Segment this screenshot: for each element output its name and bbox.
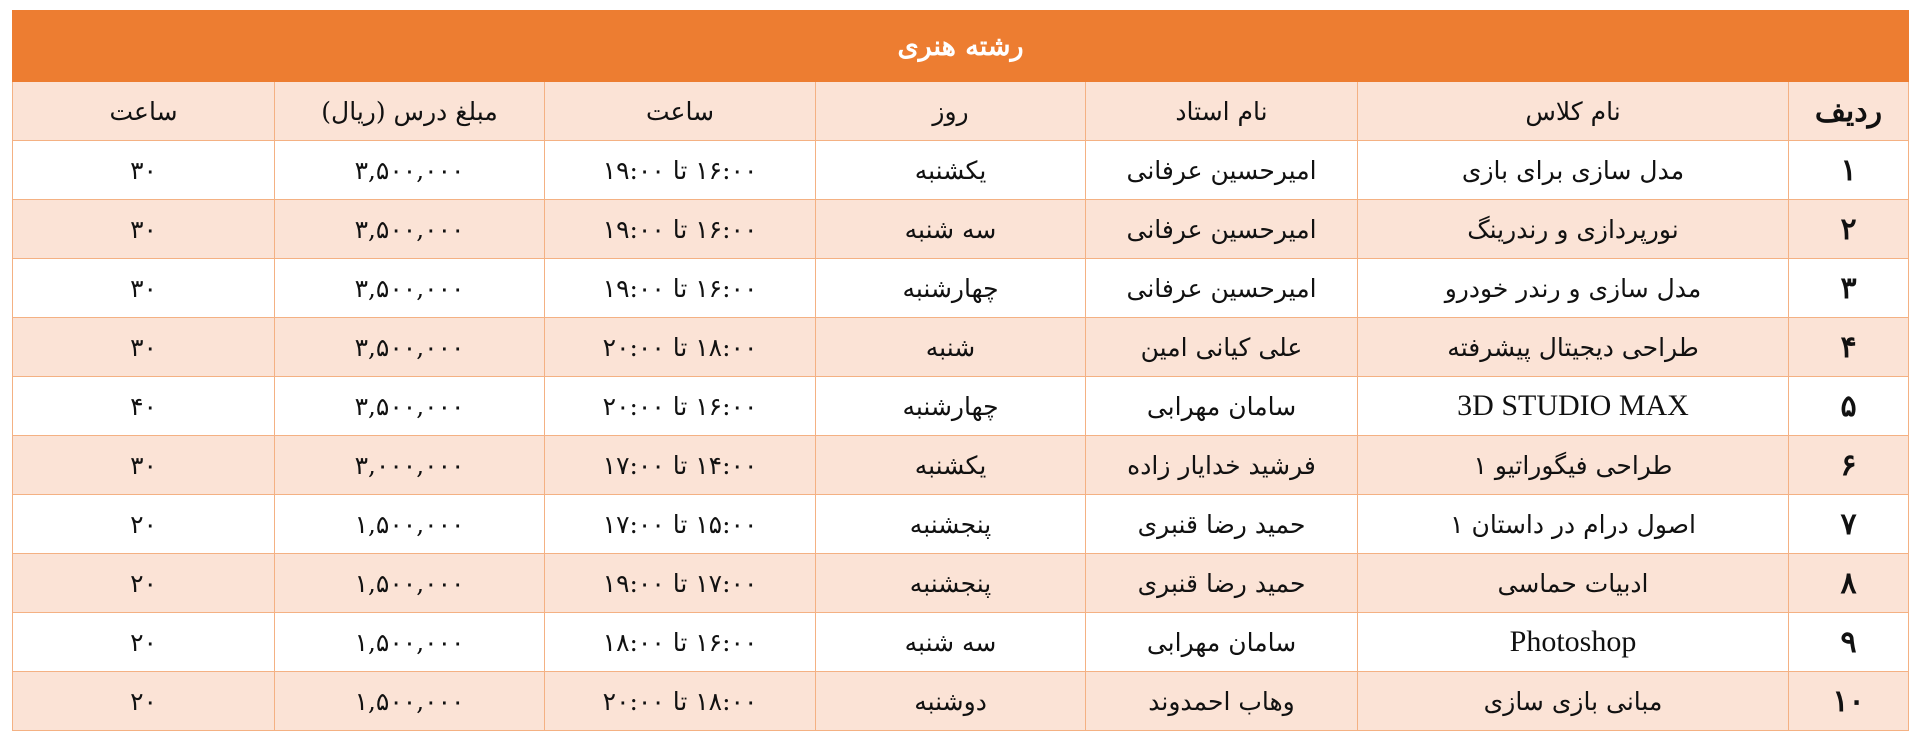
- price-cell: ۱,۵۰۰,۰۰۰: [275, 613, 545, 672]
- class-name-cell: ادبیات حماسی: [1358, 554, 1789, 613]
- hours-cell: ۲۰: [13, 613, 275, 672]
- time-cell: ۱۶:۰۰ تا ۱۸:۰۰: [545, 613, 816, 672]
- header-class-name: نام کلاس: [1358, 82, 1789, 141]
- time-cell: ۱۷:۰۰ تا ۱۹:۰۰: [545, 554, 816, 613]
- teacher-cell: وهاب احمدوند: [1086, 672, 1358, 731]
- day-cell: دوشنبه: [816, 672, 1086, 731]
- row-number: ۴: [1789, 318, 1909, 377]
- day-cell: چهارشنبه: [816, 377, 1086, 436]
- header-hours: ساعت: [13, 82, 275, 141]
- art-classes-table: [12, 10, 1909, 731]
- hours-cell: ۳۰: [13, 200, 275, 259]
- teacher-cell: علی کیانی امین: [1086, 318, 1358, 377]
- class-name-cell: اصول درام در داستان ۱: [1358, 495, 1789, 554]
- day-cell: چهارشنبه: [816, 259, 1086, 318]
- time-cell: ۱۸:۰۰ تا ۲۰:۰۰: [545, 672, 816, 731]
- teacher-cell: امیرحسین عرفانی: [1086, 200, 1358, 259]
- teacher-cell: امیرحسین عرفانی: [1086, 141, 1358, 200]
- hours-cell: ۳۰: [13, 436, 275, 495]
- hours-cell: ۳۰: [13, 141, 275, 200]
- row-number: ۶: [1789, 436, 1909, 495]
- day-cell: پنجشنبه: [816, 495, 1086, 554]
- header-row-number: ردیف: [1789, 82, 1909, 141]
- row-number: ۲: [1789, 200, 1909, 259]
- table-row: [13, 495, 1909, 554]
- price-cell: ۳,۵۰۰,۰۰۰: [275, 259, 545, 318]
- hours-cell: ۴۰: [13, 377, 275, 436]
- header-day: روز: [816, 82, 1086, 141]
- table-row: [13, 672, 1909, 731]
- time-cell: ۱۶:۰۰ تا ۱۹:۰۰: [545, 141, 816, 200]
- class-name-cell: طراحی فیگوراتیو ۱: [1358, 436, 1789, 495]
- price-cell: ۳,۵۰۰,۰۰۰: [275, 141, 545, 200]
- table-row: [13, 554, 1909, 613]
- header-teacher-name: نام استاد: [1086, 82, 1358, 141]
- price-cell: ۱,۵۰۰,۰۰۰: [275, 495, 545, 554]
- teacher-cell: حمید رضا قنبری: [1086, 495, 1358, 554]
- hours-cell: ۲۰: [13, 495, 275, 554]
- table-row: [13, 613, 1909, 672]
- price-cell: ۳,۵۰۰,۰۰۰: [275, 318, 545, 377]
- table-title-row: [13, 11, 1909, 82]
- day-cell: یکشنبه: [816, 141, 1086, 200]
- price-cell: ۳,۵۰۰,۰۰۰: [275, 200, 545, 259]
- row-number: ۷: [1789, 495, 1909, 554]
- teacher-cell: سامان مهرابی: [1086, 377, 1358, 436]
- header-time: ساعت: [545, 82, 816, 141]
- day-cell: سه شنبه: [816, 200, 1086, 259]
- time-cell: ۱۸:۰۰ تا ۲۰:۰۰: [545, 318, 816, 377]
- row-number: ۱۰: [1789, 672, 1909, 731]
- row-number: ۸: [1789, 554, 1909, 613]
- time-cell: ۱۶:۰۰ تا ۱۹:۰۰: [545, 200, 816, 259]
- time-cell: ۱۴:۰۰ تا ۱۷:۰۰: [545, 436, 816, 495]
- row-number: ۱: [1789, 141, 1909, 200]
- teacher-cell: سامان مهرابی: [1086, 613, 1358, 672]
- hours-cell: ۳۰: [13, 259, 275, 318]
- table-header-row: [13, 82, 1909, 141]
- day-cell: شنبه: [816, 318, 1086, 377]
- time-cell: ۱۶:۰۰ تا ۱۹:۰۰: [545, 259, 816, 318]
- table-title: رشته هنری: [13, 11, 1909, 82]
- time-cell: ۱۶:۰۰ تا ۲۰:۰۰: [545, 377, 816, 436]
- table-row: [13, 377, 1909, 436]
- table-row: [13, 200, 1909, 259]
- class-name-cell: 3D STUDIO MAX: [1358, 377, 1789, 436]
- header-price: مبلغ درس (ریال): [275, 82, 545, 141]
- table-row: [13, 436, 1909, 495]
- price-cell: ۱,۵۰۰,۰۰۰: [275, 554, 545, 613]
- hours-cell: ۳۰: [13, 318, 275, 377]
- class-name-cell: مبانی بازی سازی: [1358, 672, 1789, 731]
- schedule-table-container: [12, 10, 1908, 731]
- day-cell: یکشنبه: [816, 436, 1086, 495]
- price-cell: ۱,۵۰۰,۰۰۰: [275, 672, 545, 731]
- teacher-cell: فرشید خدایار زاده: [1086, 436, 1358, 495]
- teacher-cell: حمید رضا قنبری: [1086, 554, 1358, 613]
- class-name-cell: نورپردازی و رندرینگ: [1358, 200, 1789, 259]
- table-row: [13, 141, 1909, 200]
- price-cell: ۳,۵۰۰,۰۰۰: [275, 377, 545, 436]
- table-row: [13, 318, 1909, 377]
- time-cell: ۱۵:۰۰ تا ۱۷:۰۰: [545, 495, 816, 554]
- teacher-cell: امیرحسین عرفانی: [1086, 259, 1358, 318]
- class-name-cell: مدل سازی برای بازی: [1358, 141, 1789, 200]
- day-cell: سه شنبه: [816, 613, 1086, 672]
- hours-cell: ۲۰: [13, 672, 275, 731]
- day-cell: پنجشنبه: [816, 554, 1086, 613]
- class-name-cell: طراحی دیجیتال پیشرفته: [1358, 318, 1789, 377]
- class-name-cell: Photoshop: [1358, 613, 1789, 672]
- row-number: ۵: [1789, 377, 1909, 436]
- class-name-cell: مدل سازی و رندر خودرو: [1358, 259, 1789, 318]
- row-number: ۹: [1789, 613, 1909, 672]
- price-cell: ۳,۰۰۰,۰۰۰: [275, 436, 545, 495]
- table-row: [13, 259, 1909, 318]
- row-number: ۳: [1789, 259, 1909, 318]
- hours-cell: ۲۰: [13, 554, 275, 613]
